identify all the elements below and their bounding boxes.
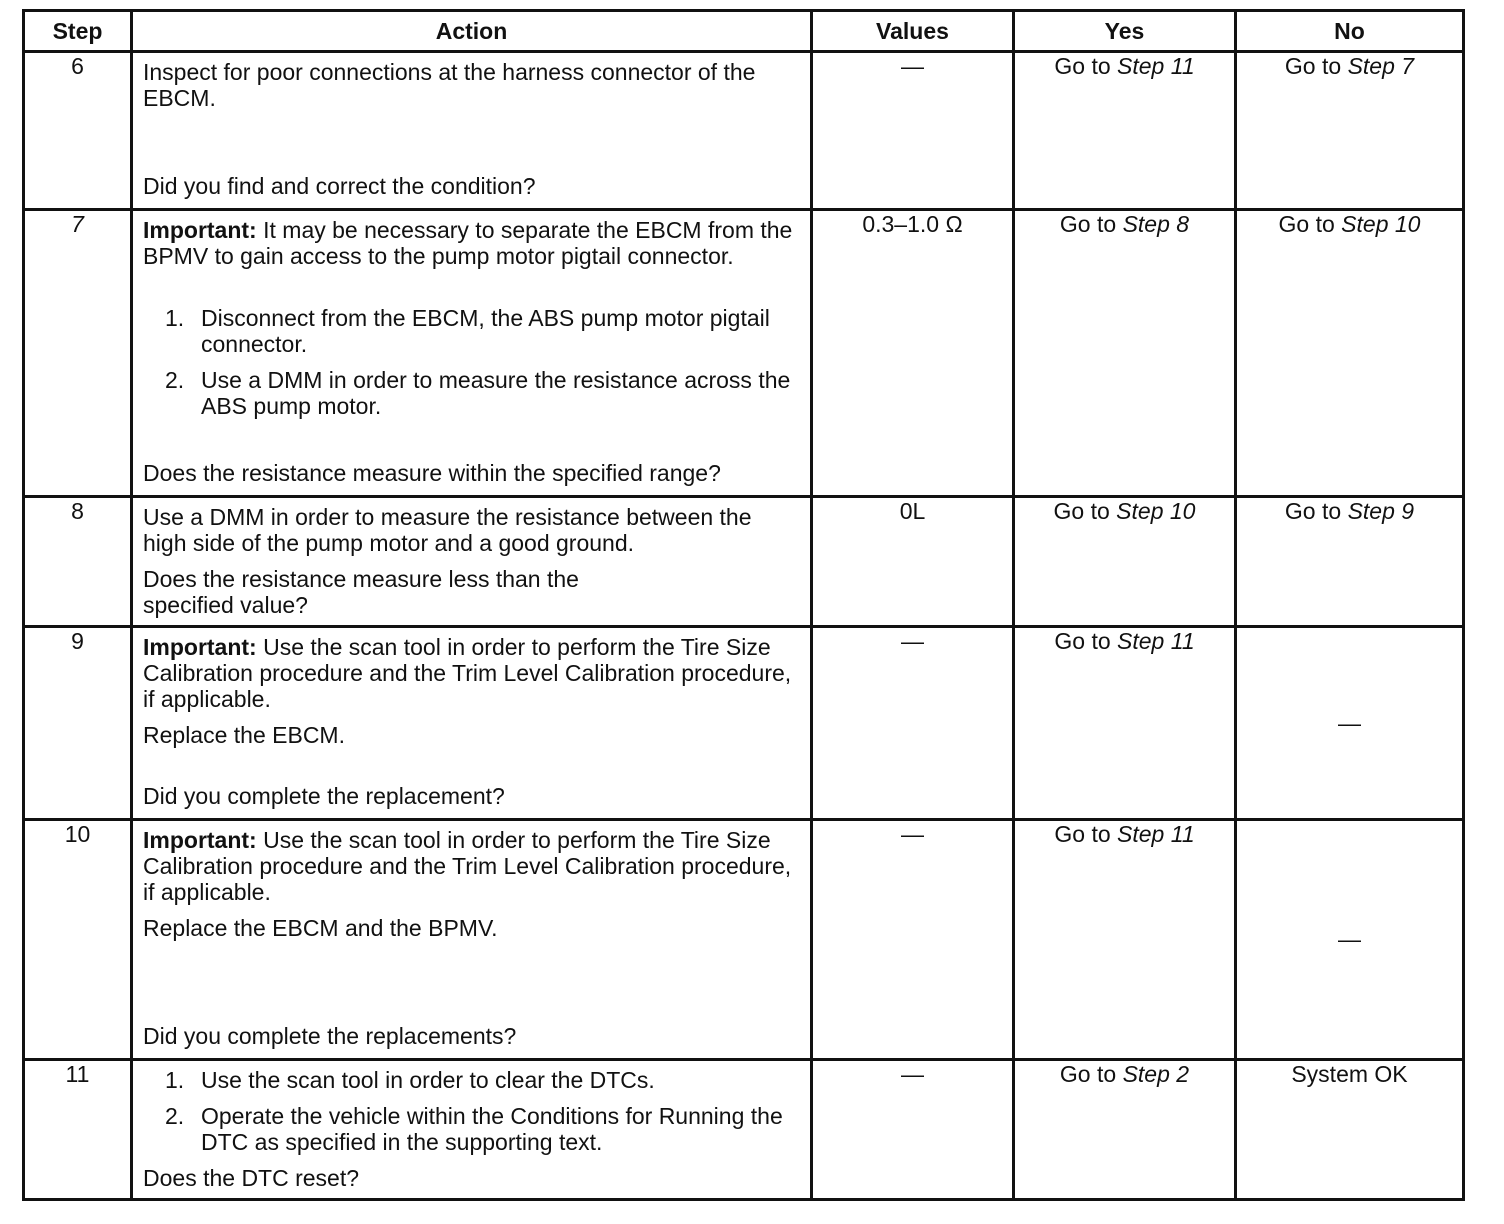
important-note (143, 634, 798, 712)
action-cell (132, 1060, 812, 1200)
yes-cell (1014, 52, 1236, 210)
important-note (143, 827, 798, 905)
table-row-step-10 (24, 820, 1464, 1060)
list-item (165, 305, 798, 357)
list-item-text: Disconnect from the EBCM, the ABS pump motor pigtail connector. (201, 305, 770, 357)
yes-step-link: Step 11 (1117, 821, 1195, 847)
step-number: 10 (24, 820, 132, 1060)
step-number: 9 (24, 627, 132, 820)
step-number: 8 (24, 497, 132, 627)
yes-step-link: Step 10 (1116, 498, 1196, 524)
no-cell: — (1236, 820, 1464, 1060)
value-cell: — (812, 1060, 1014, 1200)
no-cell (1236, 52, 1464, 210)
header-action: Action (132, 11, 812, 52)
action-question: Did you find and correct the condition? (143, 173, 536, 199)
important-text: It may be necessary to separate the EBCM from the BPMV to gain access to the pump motor pigtail connector. (143, 217, 793, 269)
no-cell (1236, 497, 1464, 627)
action-cell (132, 627, 812, 820)
list-item (165, 1067, 798, 1093)
action-text: Replace the EBCM and the BPMV. (143, 915, 498, 941)
header-row (24, 11, 1464, 52)
go-to-label: Go to (1059, 1061, 1117, 1087)
action-cell (132, 210, 812, 497)
step-number: 6 (24, 52, 132, 210)
action-question: Does the resistance measure less than the specified value? (143, 566, 579, 618)
header-no: No (1236, 11, 1464, 52)
table-row-step-6 (24, 52, 1464, 210)
value-cell: — (812, 627, 1014, 820)
action-text: Replace the EBCM. (143, 722, 345, 748)
header-values: Values (812, 11, 1014, 52)
procedure-list (143, 1067, 798, 1165)
action-question: Does the DTC reset? (143, 1165, 360, 1191)
list-item-text: Use the scan tool in order to clear the DTCs. (201, 1067, 655, 1093)
go-to-label: Go to (1053, 498, 1110, 524)
procedure-list (143, 305, 798, 460)
yes-step-link: Step 8 (1122, 211, 1190, 237)
action-text: Use a DMM in order to measure the resistance between the high side of the pump motor and a good ground. (143, 504, 752, 556)
go-to-label: Go to (1284, 498, 1342, 524)
yes-cell (1014, 627, 1236, 820)
go-to-label: Go to (1054, 53, 1111, 79)
no-cell: — (1236, 627, 1464, 820)
action-cell (132, 497, 812, 627)
action-question: Did you complete the replacement? (143, 783, 505, 809)
important-label: Important: (143, 217, 257, 243)
header-yes: Yes (1014, 11, 1236, 52)
table-row-step-9 (24, 627, 1464, 820)
no-cell (1236, 210, 1464, 497)
important-label: Important: (143, 634, 257, 660)
value-cell: — (812, 52, 1014, 210)
no-step-link: Step 7 (1347, 53, 1415, 79)
yes-step-link: Step 2 (1122, 1061, 1190, 1087)
list-item-number: 2. (165, 1103, 185, 1129)
important-note (143, 217, 798, 269)
go-to-label: Go to (1054, 628, 1111, 654)
action-question: Did you complete the replacements? (143, 1023, 517, 1049)
yes-cell (1014, 497, 1236, 627)
go-to-label: Go to (1284, 53, 1342, 79)
go-to-label: Go to (1278, 211, 1335, 237)
list-item (165, 367, 798, 419)
yes-step-link: Step 11 (1117, 53, 1195, 79)
table-row-step-8 (24, 497, 1464, 627)
table-row-step-11 (24, 1060, 1464, 1200)
no-step-link: Step 10 (1341, 211, 1421, 237)
action-cell (132, 52, 812, 210)
important-text: Use the scan tool in order to perform the Tire Size Calibration procedure and the Trim Level Calibration procedure, if applicable. (143, 634, 792, 712)
action-cell (132, 820, 812, 1060)
no-cell: System OK (1236, 1060, 1464, 1200)
yes-cell (1014, 1060, 1236, 1200)
yes-cell (1014, 820, 1236, 1060)
important-label: Important: (143, 827, 257, 853)
list-item-number: 1. (165, 305, 185, 331)
yes-step-link: Step 11 (1117, 628, 1195, 654)
step-number: 11 (24, 1060, 132, 1200)
list-item-text: Use a DMM in order to measure the resistance across the ABS pump motor. (201, 367, 791, 419)
diagnostic-table (22, 9, 1465, 1201)
table-row-step-7 (24, 210, 1464, 497)
value-cell: 0L (812, 497, 1014, 627)
action-text: Inspect for poor connections at the harness connector of the EBCM. (143, 59, 756, 111)
step-number: 7 (24, 210, 132, 497)
value-cell: — (812, 820, 1014, 1060)
no-step-link: Step 9 (1347, 498, 1415, 524)
go-to-label: Go to (1059, 211, 1117, 237)
go-to-label: Go to (1054, 821, 1111, 847)
list-item-number: 2. (165, 367, 185, 393)
action-question: Does the resistance measure within the specified range? (143, 460, 721, 486)
list-item (165, 1103, 798, 1155)
yes-cell (1014, 210, 1236, 497)
list-item-text: Operate the vehicle within the Conditions for Running the DTC as specified in the supporting text. (201, 1103, 783, 1155)
header-step: Step (24, 11, 132, 52)
list-item-number: 1. (165, 1067, 185, 1093)
important-text: Use the scan tool in order to perform the Tire Size Calibration procedure and the Trim Level Calibration procedure, if applicable. (143, 827, 792, 905)
value-cell: 0.3–1.0 Ω (812, 210, 1014, 497)
